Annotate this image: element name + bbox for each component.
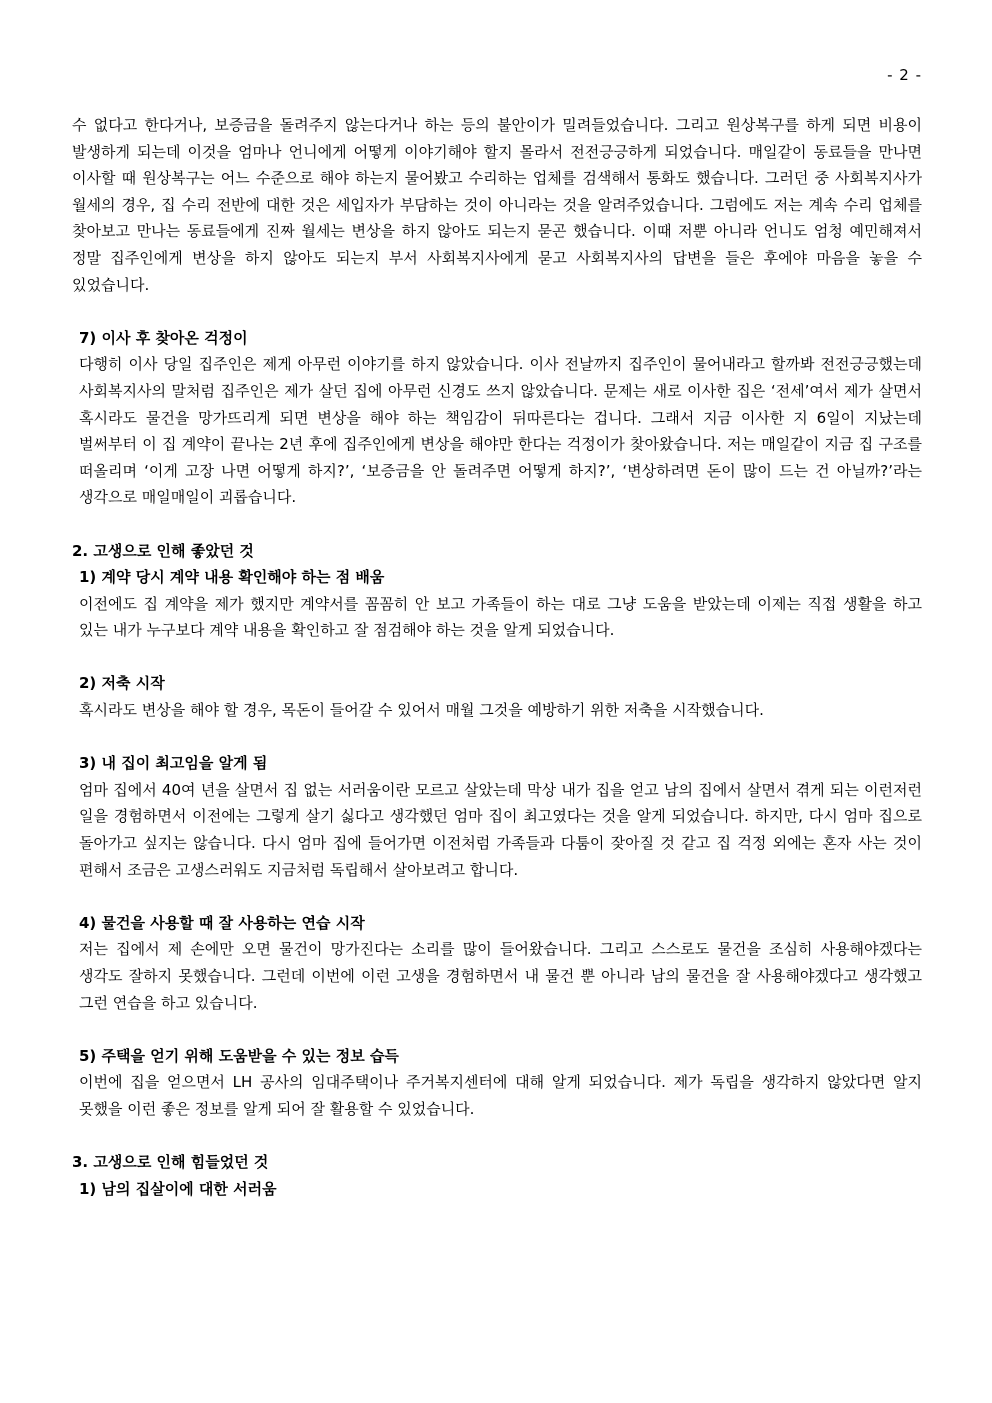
part-2-item-2-heading: 2) 저축 시작: [79, 674, 165, 693]
part-2-heading: 2. 고생으로 인해 좋았던 것: [72, 541, 254, 560]
part-2-item-5-heading: 5) 주택을 얻기 위해 도움받을 수 있는 정보 습득: [79, 1046, 399, 1065]
section-7-body: 다행히 이사 당일 집주인은 제게 아무런 이야기를 하지 않았습니다. 이사 전날까지 집주인이 물어내라고 할까봐 전전긍긍했는데 사회복지사의 말처럼 집주인은 제가 살던 집에 아무런 신경도 쓰지 않았습니다. 문제는 새로 이사한 집은 ‘전세’여서 제가 살면서 혹시라도 물건을 망가뜨리게 되면 변상을 해야 하는 책임감이 뒤따른다는 겁니다. 그래서 지금 이사한 지 6일이 지났는데 벌써부터 이 집 계약이 끝나는 2년 후에 집주인에게 변상을 해야만 한다는 걱정이가 찾아왔습니다. 저는 매일같이 지금 집 구조를 떠올리며 ‘이게 고장 나면 어떻게 하지?’, ‘보증금을 안 돌려주면 어떻게 하지?’, ‘변상하려면 돈이 많이 드는 건 아닐까?’라는 생각으로 매일매일이 괴롭습니다.: [79, 355, 922, 507]
part-2-item-3-heading: 3) 내 집이 최고임을 알게 됨: [79, 754, 268, 773]
part-2-item-1-body: 이전에도 집 계약을 제가 했지만 계약서를 꼼꼼히 안 보고 가족들이 하는 대로 그냥 도움을 받았는데 이제는 직접 생활을 하고 있는 내가 누구보다 계약 내용을 확인하고 잘 점검해야 하는 것을 알게 되었습니다.: [79, 594, 922, 640]
part-2-item-1-heading: 1) 계약 당시 계약 내용 확인해야 하는 점 배움: [79, 568, 385, 587]
part-2-item-5-body: 이번에 집을 얻으면서 LH 공사의 임대주택이나 주거복지센터에 대해 알게 되었습니다. 제가 독립을 생각하지 않았다면 알지 못했을 이런 좋은 정보를 알게 되어 잘 활용할 수 있었습니다.: [79, 1073, 922, 1118]
page-number: - 2 -: [887, 66, 922, 84]
part-3-item-1-heading: 1) 남의 집살이에 대한 서러움: [79, 1179, 277, 1198]
section-7-heading: 7) 이사 후 찾아온 걱정이: [79, 328, 248, 347]
part-2-item-3-body: 엄마 집에서 40여 년을 살면서 집 없는 서러움이란 모르고 살았는데 막상 내가 집을 얻고 남의 집에서 살면서 겪게 되는 이런저런 일을 경험하면서 이전에는 그렇게 살기 싫다고 생각했던 엄마 집이 최고였다는 것을 알게 되었습니다. 하지만, 다시 엄마 집으로 돌아가고 싶지는 않습니다. 다시 엄마 집에 들어가면 이전처럼 가족들과 다툼이 잦아질 것 같고 집 걱정 외에는 혼자 사는 것이 편해서 조금은 고생스러워도 지금처럼 독립해서 살아보려고 합니다.: [79, 780, 922, 879]
part-2-item-2-body: 혹시라도 변상을 해야 할 경우, 목돈이 들어갈 수 있어서 매월 그것을 예방하기 위한 저축을 시작했습니다.: [79, 701, 764, 720]
intro-paragraph: 수 없다고 한다거나, 보증금을 돌려주지 않는다거나 하는 등의 불안이가 밀려들었습니다. 그리고 원상복구를 하게 되면 비용이 발생하게 되는데 이것을 엄마나 언니에게 어떻게 이야기해야 할지 몰라서 전전긍긍하게 되었습니다. 매일같이 동료들을 만나면 이사할 때 원상복구는 어느 수준으로 해야 하는지 물어봤고 수리하는 업체를 검색해서 통화도 했습니다. 그러던 중 사회복지사가 월세의 경우, 집 수리 전반에 대한 것은 세입자가 부담하는 것이 아니라는 것을 알려주었습니다. 그럼에도 저는 계속 수리 업체를 찾아보고 만나는 동료들에게 진짜 월세는 변상을 하지 않아도 되는지 묻곤 했습니다. 이때 저뿐 아니라 언니도 엄청 예민해져서 정말 집주인에게 변상을 하지 않아도 되는지 부서 사회복지사에게 묻고 사회복지사의 답변을 들은 후에야 마음을 놓을 수 있었습니다.: [72, 116, 922, 294]
part-2-item-4-heading: 4) 물건을 사용할 때 잘 사용하는 연습 시작: [79, 913, 365, 932]
part-2-item-4-body: 저는 집에서 제 손에만 오면 물건이 망가진다는 소리를 많이 들어왔습니다. 그리고 스스로도 물건을 조심히 사용해야겠다는 생각도 잘하지 못했습니다. 그런데 이번에 이런 고생을 경험하면서 내 물건 뿐 아니라 남의 물건을 잘 사용해야겠다고 생각했고 그런 연습을 하고 있습니다.: [79, 940, 922, 1012]
part-3-heading: 3. 고생으로 인해 힘들었던 것: [72, 1153, 269, 1172]
document-body: [72, 112, 922, 1202]
